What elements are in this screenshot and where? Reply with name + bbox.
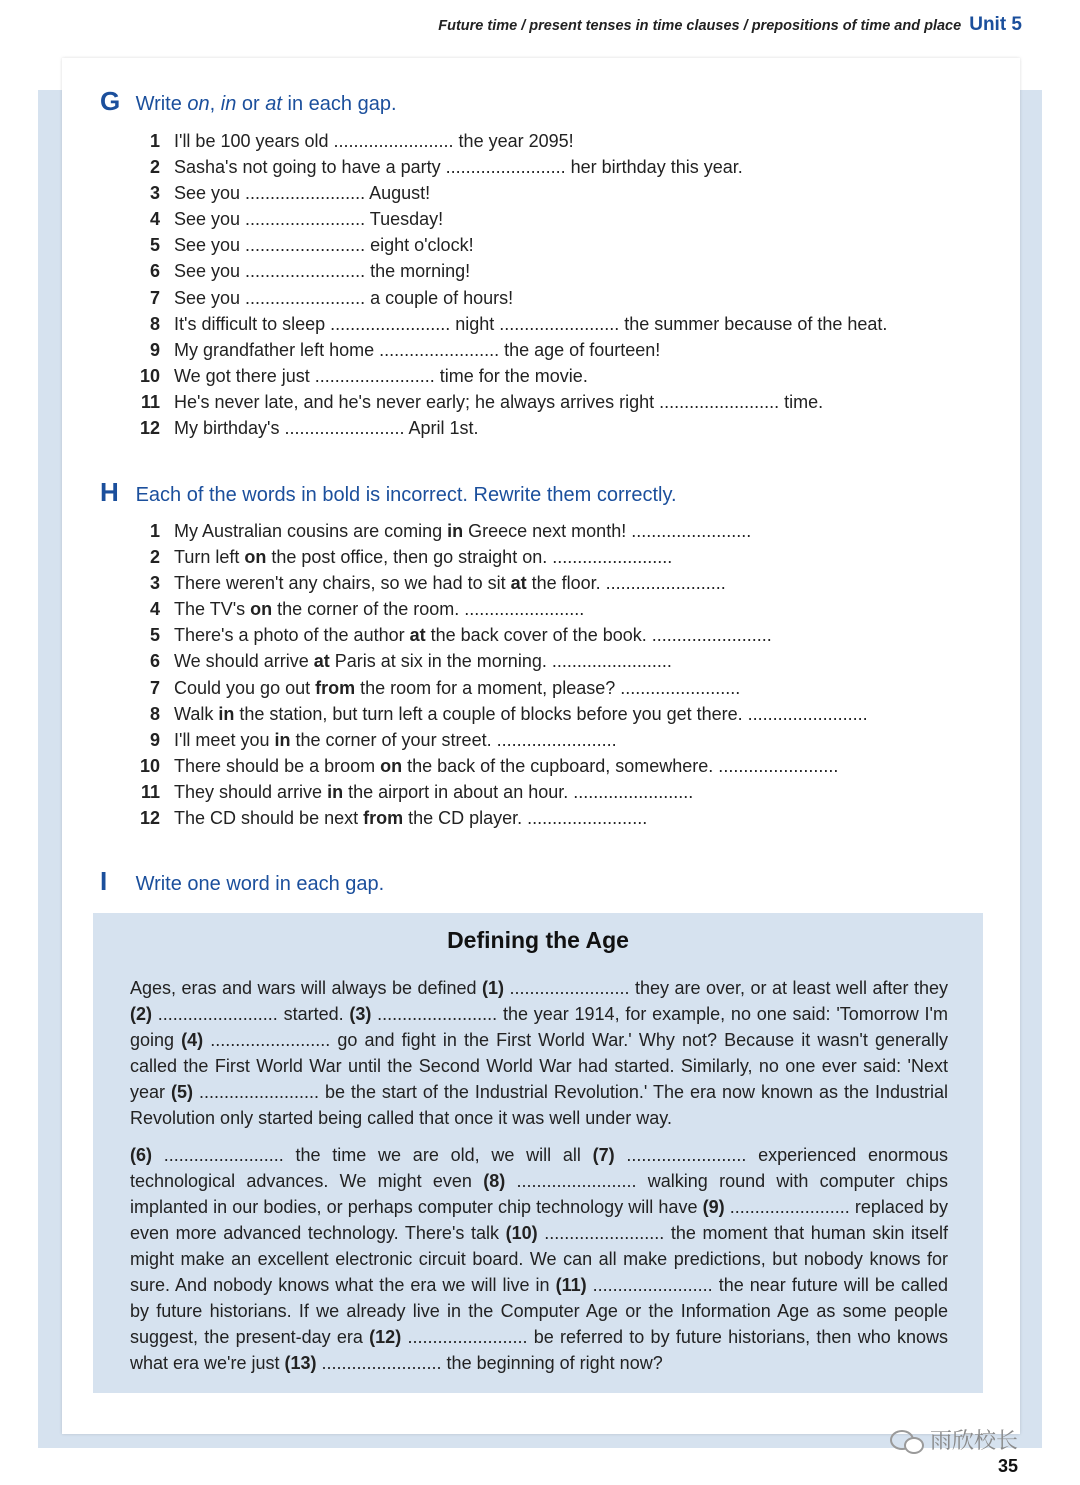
gap-number: (6) bbox=[130, 1145, 152, 1165]
section-h-heading bbox=[100, 477, 677, 508]
unit-label: Unit 5 bbox=[969, 14, 1022, 35]
item-text-after: Greece next month! ........................ bbox=[463, 521, 752, 541]
exercise-item bbox=[110, 232, 887, 258]
item-text-before: Walk bbox=[174, 703, 219, 724]
item-number: 9 bbox=[149, 729, 160, 750]
gap-number: (8) bbox=[483, 1171, 506, 1191]
item-number: 6 bbox=[149, 261, 160, 282]
item-number: 1 bbox=[149, 521, 160, 541]
item-number: 3 bbox=[149, 183, 160, 204]
section-g-list bbox=[110, 128, 887, 441]
section-i-heading bbox=[100, 866, 384, 897]
item-text-before: I'll meet you bbox=[174, 729, 275, 750]
item-number: 2 bbox=[149, 547, 160, 568]
item-text-after: the back cover of the book. ........................ bbox=[425, 625, 772, 646]
item-text: My grandfather left home ........................ the age of fourteen! bbox=[174, 339, 661, 360]
item-number: 4 bbox=[149, 599, 160, 620]
incorrect-word: at bbox=[510, 573, 527, 594]
section-letter: G bbox=[100, 86, 121, 116]
reading-text-box bbox=[93, 913, 983, 1393]
reading-paragraph-2 bbox=[130, 1142, 948, 1376]
item-text-after: the corner of your street. ........................ bbox=[290, 729, 617, 750]
exercise-item bbox=[110, 285, 887, 311]
text-run: ........................ be referred to by future historians, then who knows what era we're just bbox=[130, 1327, 948, 1373]
item-text bbox=[174, 596, 584, 622]
exercise-item bbox=[110, 180, 887, 206]
item-text bbox=[174, 805, 647, 831]
incorrect-word: in bbox=[327, 781, 344, 802]
incorrect-word: from bbox=[315, 677, 356, 698]
item-text-before: My Australian cousins are coming bbox=[174, 521, 448, 541]
text-run: ........................ replaced by even more advanced technology. There's talk bbox=[130, 1197, 949, 1243]
item-text bbox=[174, 701, 868, 727]
exercise-item bbox=[110, 596, 868, 622]
gap-number: (7) bbox=[592, 1145, 615, 1165]
title-part: , bbox=[209, 93, 221, 115]
incorrect-word: on bbox=[250, 599, 273, 620]
section-letter: I bbox=[100, 866, 108, 896]
item-number: 9 bbox=[149, 339, 160, 360]
item-number: 12 bbox=[139, 808, 160, 829]
incorrect-word: from bbox=[363, 808, 404, 829]
text-run: ........................ started. bbox=[152, 1004, 350, 1024]
incorrect-word: in bbox=[274, 729, 291, 750]
item-text-before: There should be a broom bbox=[174, 755, 381, 776]
item-number: 12 bbox=[139, 418, 160, 439]
item-text-after: the post office, then go straight on. ........................ bbox=[266, 547, 673, 568]
incorrect-word: in bbox=[447, 521, 464, 541]
exercise-item bbox=[110, 128, 887, 154]
exercise-item bbox=[110, 701, 868, 727]
item-text bbox=[174, 753, 838, 779]
title-part-italic: at bbox=[265, 93, 282, 115]
item-number: 1 bbox=[149, 131, 160, 151]
running-head bbox=[438, 14, 1022, 36]
item-text: See you ........................ eight o'clock! bbox=[174, 235, 474, 256]
text-run: ........................ be the start of the Industrial Revolution.' The era now known as the Industrial Revolution only started being called that once it was well under way. bbox=[130, 1082, 948, 1128]
item-text: See you ........................ the morning! bbox=[174, 261, 471, 282]
exercise-item bbox=[110, 648, 868, 674]
item-text bbox=[174, 518, 751, 544]
item-text: We got there just ........................ time for the movie. bbox=[174, 365, 588, 386]
item-text-after: Paris at six in the morning. ........................ bbox=[329, 651, 672, 672]
item-number: 2 bbox=[149, 157, 160, 178]
incorrect-word: at bbox=[409, 625, 426, 646]
item-text bbox=[174, 544, 672, 570]
exercise-item bbox=[110, 389, 887, 415]
item-text bbox=[174, 727, 617, 753]
item-number: 5 bbox=[149, 625, 160, 646]
exercise-item bbox=[110, 779, 868, 805]
item-text-before: The CD should be next bbox=[174, 808, 364, 829]
item-text bbox=[174, 648, 672, 674]
text-run: ........................ the moment that human skin itself might make an excellent electronic circuit board. We can all make predictions, but nobody knows for sure. And nobody knows what the era we will live in bbox=[130, 1223, 948, 1295]
exercise-item bbox=[110, 415, 887, 441]
item-number: 8 bbox=[149, 313, 160, 334]
text-run: ........................ the time we are old, we will all bbox=[152, 1145, 593, 1165]
incorrect-word: at bbox=[313, 651, 330, 672]
text-run: ........................ walking round with computer chips implanted in our bodies, or perhaps computer chip technology will have bbox=[130, 1171, 948, 1217]
item-text: I'll be 100 years old ........................ the year 2095! bbox=[174, 131, 574, 151]
title-part: or bbox=[236, 93, 266, 115]
running-head-text: Future time / present tenses in time clauses / prepositions of time and place bbox=[438, 18, 962, 34]
exercise-item bbox=[110, 363, 887, 389]
item-number: 3 bbox=[149, 573, 160, 594]
exercise-item bbox=[110, 154, 887, 180]
exercise-item bbox=[110, 727, 868, 753]
exercise-item bbox=[110, 311, 887, 337]
item-text bbox=[174, 675, 740, 701]
gap-number: (12) bbox=[369, 1327, 402, 1347]
exercise-item bbox=[110, 753, 868, 779]
item-text: He's never late, and he's never early; he always arrives right ........................ time. bbox=[174, 391, 824, 412]
gap-number: (11) bbox=[555, 1275, 587, 1295]
item-number: 5 bbox=[149, 235, 160, 256]
incorrect-word: on bbox=[244, 547, 267, 568]
item-text: Sasha's not going to have a party ........................ her birthday this year. bbox=[174, 157, 743, 178]
gap-number: (1) bbox=[482, 978, 505, 998]
title-part: Write bbox=[135, 93, 188, 115]
item-number: 10 bbox=[139, 365, 160, 386]
item-number: 4 bbox=[149, 209, 160, 230]
exercise-item bbox=[110, 337, 887, 363]
title-part: in each gap. bbox=[281, 93, 397, 115]
watermark bbox=[890, 1424, 1018, 1455]
exercise-item bbox=[110, 544, 868, 570]
reading-title: Defining the Age bbox=[447, 927, 629, 953]
item-text-after: the floor. ........................ bbox=[526, 573, 726, 594]
item-text-before: Turn left bbox=[174, 547, 245, 568]
title-part-italic: in bbox=[220, 93, 237, 115]
gap-number: (9) bbox=[702, 1197, 725, 1217]
item-text bbox=[174, 622, 772, 648]
item-text-after: the station, but turn left a couple of blocks before you get there. ........................ bbox=[234, 703, 868, 724]
item-text-before: They should arrive bbox=[174, 781, 328, 802]
exercise-item bbox=[110, 805, 868, 831]
reading-paragraph-1 bbox=[130, 975, 948, 1131]
exercise-item bbox=[110, 622, 868, 648]
item-text-after: the airport in about an hour. ........................ bbox=[343, 781, 694, 802]
item-number: 11 bbox=[140, 391, 160, 412]
exercise-item bbox=[110, 675, 868, 701]
exercise-item bbox=[110, 206, 887, 232]
item-text-before: There weren't any chairs, so we had to sit bbox=[174, 573, 511, 594]
item-text: See you ........................ Tuesday! bbox=[174, 209, 444, 230]
section-g-heading bbox=[100, 86, 397, 117]
item-text: See you ........................ a couple of hours! bbox=[174, 287, 514, 308]
gap-number: (4) bbox=[181, 1030, 204, 1050]
item-text: My birthday's ........................ April 1st. bbox=[174, 418, 479, 439]
text-run: ........................ the year 1914, for example, no one said: 'Tomorrow I'm going bbox=[130, 1004, 948, 1050]
item-text-after: the back of the cupboard, somewhere. ........................ bbox=[402, 755, 839, 776]
item-text bbox=[174, 570, 726, 596]
text-run: ........................ experienced enormous technological advances. We might even bbox=[130, 1145, 949, 1191]
text-run: ........................ go and fight in the First World War.' Why not? Because it wasn't generally called the First World War until the Second World War had started. Similarly, no one ever said: 'Next year bbox=[130, 1030, 948, 1102]
exercise-item bbox=[110, 518, 868, 544]
item-text bbox=[174, 779, 693, 805]
item-text-after: the room for a moment, please? ........................ bbox=[355, 677, 741, 698]
item-text-after: the CD player. ........................ bbox=[403, 808, 648, 829]
item-number: 11 bbox=[140, 781, 160, 802]
item-number: 10 bbox=[139, 755, 160, 776]
gap-number: (5) bbox=[170, 1082, 193, 1102]
section-letter: H bbox=[100, 477, 119, 507]
item-number: 6 bbox=[149, 651, 160, 672]
gap-number: (13) bbox=[284, 1353, 317, 1373]
incorrect-word: on bbox=[380, 755, 403, 776]
item-text-before: We should arrive bbox=[174, 651, 314, 672]
gap-number: (10) bbox=[505, 1223, 538, 1243]
section-h-title: Each of the words in bold is incorrect. Rewrite them correctly. bbox=[135, 484, 677, 506]
gap-number: (3) bbox=[349, 1004, 372, 1024]
item-number: 7 bbox=[149, 677, 160, 698]
title-part-italic: on bbox=[187, 93, 210, 115]
item-text-before: There's a photo of the author bbox=[174, 625, 410, 646]
section-g-title bbox=[136, 93, 397, 115]
item-text-after: the corner of the room. ........................ bbox=[272, 599, 585, 620]
chat-bubbles-icon bbox=[890, 1428, 924, 1452]
item-text-before: Could you go out bbox=[174, 677, 316, 698]
section-h-list bbox=[110, 518, 868, 831]
item-text: It's difficult to sleep ........................ night ........................ the summer because of the heat. bbox=[174, 313, 888, 334]
text-run: ........................ the beginning of right now? bbox=[316, 1353, 663, 1373]
text-run: ........................ they are over, or at least well after they bbox=[504, 978, 948, 998]
page-number: 35 bbox=[997, 1456, 1018, 1476]
exercise-item bbox=[110, 258, 887, 284]
watermark-text: 雨欣校长 bbox=[930, 1428, 1019, 1453]
gap-number: (2) bbox=[130, 1004, 152, 1024]
item-text: See you ........................ August! bbox=[174, 183, 431, 204]
text-run: Ages, eras and wars will always be defined bbox=[130, 978, 483, 998]
item-number: 7 bbox=[149, 287, 160, 308]
section-i-title: Write one word in each gap. bbox=[135, 873, 385, 895]
text-run: ........................ the near future will be called by future historians. If we already live in the Computer Age or the Information Age as some people suggest, the present-day era bbox=[130, 1275, 948, 1347]
item-text-before: The TV's bbox=[174, 599, 251, 620]
item-number: 8 bbox=[149, 703, 160, 724]
exercise-item bbox=[110, 570, 868, 596]
incorrect-word: in bbox=[218, 703, 235, 724]
